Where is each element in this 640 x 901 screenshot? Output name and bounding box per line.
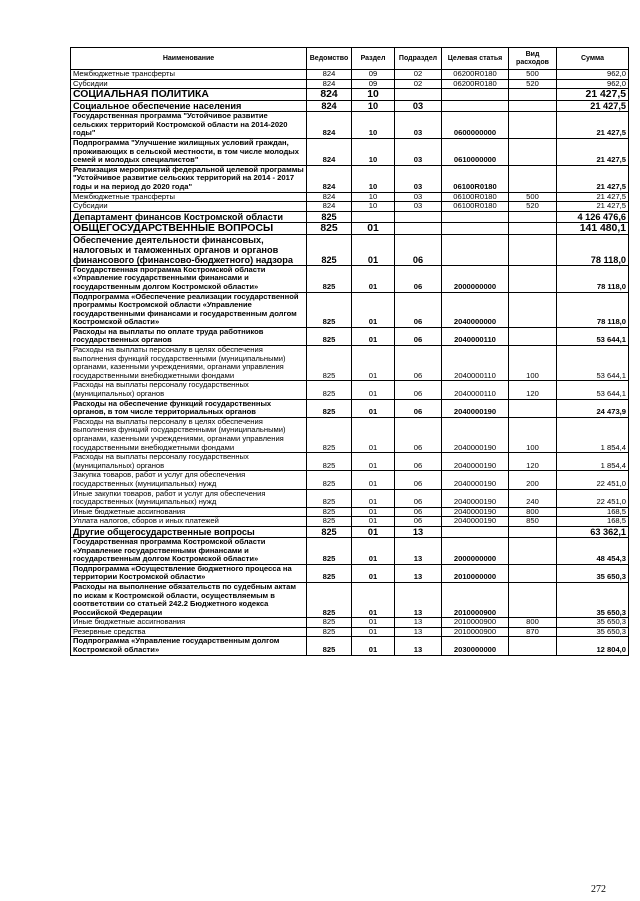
cell-expense-type: 120 — [509, 381, 557, 399]
cell-section: 01 — [352, 417, 395, 452]
cell-name: Расходы на обеспечение функций государственных органов, в том числе территориальных органов — [71, 399, 307, 417]
cell-name: Иные закупки товаров, работ и услуг для обеспечения государственных (муниципальных) нужд — [71, 489, 307, 507]
cell-name: Подпрограмма "Улучшение жилищных условий граждан, проживающих в сельской местности, в том числе молодых семей и молодых специалистов" — [71, 138, 307, 165]
cell-amount: 78 118,0 — [557, 292, 629, 327]
table-row — [71, 618, 629, 628]
cell-amount: 21 427,5 — [557, 112, 629, 139]
cell-target-article: 06100R0180 — [442, 165, 509, 192]
page-number: 272 — [591, 884, 606, 895]
table-row — [71, 471, 629, 489]
cell-section: 01 — [352, 627, 395, 637]
cell-amount: 12 804,0 — [557, 637, 629, 655]
cell-target-article: 2040000190 — [442, 507, 509, 517]
table-row — [71, 417, 629, 452]
cell-name: Расходы на выплаты персоналу государственных (муниципальных) органов — [71, 381, 307, 399]
table-row — [71, 453, 629, 471]
cell-department: 825 — [307, 381, 352, 399]
cell-amount: 141 480,1 — [557, 222, 629, 234]
cell-expense-type — [509, 101, 557, 112]
cell-name: Расходы на выплаты по оплате труда работников государственных органов — [71, 327, 307, 345]
cell-department: 824 — [307, 138, 352, 165]
cell-target-article: 2040000190 — [442, 417, 509, 452]
cell-target-article: 0600000000 — [442, 112, 509, 139]
table-row — [71, 165, 629, 192]
cell-subsection: 02 — [395, 70, 442, 80]
cell-target-article: 06100R0180 — [442, 202, 509, 212]
cell-name: Департамент финансов Костромской области — [71, 211, 307, 222]
cell-department: 825 — [307, 582, 352, 617]
table-row — [71, 138, 629, 165]
table-row — [71, 292, 629, 327]
table-row — [71, 537, 629, 564]
cell-amount: 21 427,5 — [557, 89, 629, 101]
cell-amount: 168,5 — [557, 517, 629, 527]
cell-subsection: 06 — [395, 346, 442, 381]
cell-section: 10 — [352, 138, 395, 165]
cell-name: Расходы на выплаты персоналу в целях обеспечения выполнения функций государственными (муниципальными) органами, казенными учреждениями, органами управления государственными внебюджетными фондами — [71, 346, 307, 381]
cell-target-article — [442, 211, 509, 222]
cell-expense-type: 520 — [509, 79, 557, 89]
cell-subsection: 06 — [395, 381, 442, 399]
cell-name: Иные бюджетные ассигнования — [71, 618, 307, 628]
cell-department: 825 — [307, 346, 352, 381]
cell-expense-type — [509, 327, 557, 345]
cell-target-article: 2000000000 — [442, 537, 509, 564]
cell-name: ОБЩЕГОСУДАРСТВЕННЫЕ ВОПРОСЫ — [71, 222, 307, 234]
table-row — [71, 627, 629, 637]
cell-section: 10 — [352, 202, 395, 212]
cell-target-article — [442, 222, 509, 234]
cell-name: СОЦИАЛЬНАЯ ПОЛИТИКА — [71, 89, 307, 101]
cell-amount: 21 427,5 — [557, 101, 629, 112]
cell-target-article: 2040000190 — [442, 471, 509, 489]
cell-target-article: 2040000110 — [442, 346, 509, 381]
cell-name: Подпрограмма «Обеспечение реализации государственной программы Костромской области «Управление государственными финансами и государственным долгом Костромской области» — [71, 292, 307, 327]
cell-name: Государственная программа Костромской области «Управление государственными финансами и государственным долгом Костромской области» — [71, 265, 307, 292]
cell-department: 825 — [307, 489, 352, 507]
cell-subsection: 06 — [395, 471, 442, 489]
cell-amount: 53 644,1 — [557, 346, 629, 381]
cell-department: 825 — [307, 417, 352, 452]
cell-expense-type — [509, 222, 557, 234]
cell-subsection: 06 — [395, 327, 442, 345]
cell-section: 09 — [352, 70, 395, 80]
cell-section: 01 — [352, 637, 395, 655]
cell-department: 824 — [307, 70, 352, 80]
cell-expense-type — [509, 89, 557, 101]
cell-subsection: 03 — [395, 112, 442, 139]
cell-amount: 962,0 — [557, 70, 629, 80]
cell-subsection: 13 — [395, 627, 442, 637]
cell-section: 01 — [352, 381, 395, 399]
cell-target-article: 2040000000 — [442, 292, 509, 327]
table-row — [71, 399, 629, 417]
cell-target-article: 06200R0180 — [442, 79, 509, 89]
cell-target-article: 2000000000 — [442, 265, 509, 292]
header-department: Ведомство — [307, 48, 352, 70]
cell-target-article — [442, 526, 509, 537]
cell-amount: 78 118,0 — [557, 265, 629, 292]
table-row — [71, 101, 629, 112]
header-subsection: Подраздел — [395, 48, 442, 70]
cell-subsection: 03 — [395, 101, 442, 112]
cell-subsection: 13 — [395, 582, 442, 617]
table-body — [71, 70, 629, 656]
table-row — [71, 582, 629, 617]
cell-target-article: 2010000900 — [442, 627, 509, 637]
cell-department: 824 — [307, 101, 352, 112]
cell-subsection: 06 — [395, 453, 442, 471]
cell-expense-type: 520 — [509, 202, 557, 212]
cell-section: 01 — [352, 517, 395, 527]
header-section: Раздел — [352, 48, 395, 70]
cell-department: 825 — [307, 471, 352, 489]
cell-section: 01 — [352, 222, 395, 234]
cell-section: 01 — [352, 507, 395, 517]
cell-name: Расходы на выполнение обязательств по судебным актам по искам к Костромской области, осуществляемым в соответствии со статьей 242.2 Бюджетного кодекса Российской Федерации — [71, 582, 307, 617]
table-row — [71, 346, 629, 381]
cell-expense-type — [509, 138, 557, 165]
cell-target-article: 0610000000 — [442, 138, 509, 165]
cell-subsection: 06 — [395, 517, 442, 527]
table-row — [71, 381, 629, 399]
cell-name: Резервные средства — [71, 627, 307, 637]
cell-section: 01 — [352, 526, 395, 537]
cell-expense-type — [509, 399, 557, 417]
cell-section: 09 — [352, 79, 395, 89]
cell-amount: 35 650,3 — [557, 564, 629, 582]
cell-amount: 962,0 — [557, 79, 629, 89]
cell-subsection: 03 — [395, 165, 442, 192]
cell-department: 824 — [307, 192, 352, 202]
budget-table-container — [70, 47, 629, 656]
cell-subsection: 03 — [395, 138, 442, 165]
cell-section: 01 — [352, 265, 395, 292]
cell-subsection: 06 — [395, 399, 442, 417]
cell-name: Другие общегосударственные вопросы — [71, 526, 307, 537]
cell-target-article — [442, 101, 509, 112]
cell-amount: 35 650,3 — [557, 582, 629, 617]
cell-section: 01 — [352, 618, 395, 628]
cell-expense-type: 500 — [509, 70, 557, 80]
cell-section: 01 — [352, 453, 395, 471]
cell-department: 825 — [307, 234, 352, 265]
cell-department: 824 — [307, 165, 352, 192]
cell-amount: 21 427,5 — [557, 192, 629, 202]
cell-amount: 53 644,1 — [557, 327, 629, 345]
cell-target-article — [442, 234, 509, 265]
cell-amount: 22 451,0 — [557, 471, 629, 489]
cell-department: 825 — [307, 507, 352, 517]
cell-subsection: 06 — [395, 489, 442, 507]
cell-subsection: 06 — [395, 234, 442, 265]
cell-expense-type: 120 — [509, 453, 557, 471]
cell-subsection: 13 — [395, 564, 442, 582]
budget-table — [70, 47, 629, 656]
cell-target-article: 2010000900 — [442, 582, 509, 617]
table-row — [71, 517, 629, 527]
cell-target-article: 2010000000 — [442, 564, 509, 582]
table-row — [71, 507, 629, 517]
cell-name: Расходы на выплаты персоналу государственных (муниципальных) органов — [71, 453, 307, 471]
cell-name: Обеспечение деятельности финансовых, налоговых и таможенных органов и органов финансового (финансово-бюджетного) надзора — [71, 234, 307, 265]
table-row — [71, 234, 629, 265]
cell-amount: 53 644,1 — [557, 381, 629, 399]
cell-subsection: 06 — [395, 265, 442, 292]
cell-expense-type — [509, 265, 557, 292]
cell-expense-type — [509, 165, 557, 192]
cell-department: 825 — [307, 265, 352, 292]
cell-name: Субсидии — [71, 79, 307, 89]
table-row — [71, 265, 629, 292]
cell-target-article: 2030000000 — [442, 637, 509, 655]
cell-expense-type: 100 — [509, 346, 557, 381]
cell-subsection — [395, 89, 442, 101]
cell-expense-type — [509, 637, 557, 655]
table-row — [71, 564, 629, 582]
header-amount: Сумма — [557, 48, 629, 70]
cell-name: Уплата налогов, сборов и иных платежей — [71, 517, 307, 527]
cell-section: 10 — [352, 89, 395, 101]
cell-section: 10 — [352, 112, 395, 139]
table-row — [71, 70, 629, 80]
cell-department: 825 — [307, 292, 352, 327]
cell-section: 01 — [352, 399, 395, 417]
table-row — [71, 489, 629, 507]
cell-subsection: 02 — [395, 79, 442, 89]
cell-department: 825 — [307, 222, 352, 234]
cell-expense-type: 100 — [509, 417, 557, 452]
cell-department: 825 — [307, 399, 352, 417]
cell-expense-type — [509, 292, 557, 327]
cell-section: 01 — [352, 234, 395, 265]
cell-amount: 63 362,1 — [557, 526, 629, 537]
cell-department: 825 — [307, 453, 352, 471]
cell-expense-type — [509, 526, 557, 537]
cell-department: 825 — [307, 517, 352, 527]
cell-expense-type — [509, 564, 557, 582]
cell-department: 825 — [307, 564, 352, 582]
cell-amount: 48 454,3 — [557, 537, 629, 564]
cell-amount: 1 854,4 — [557, 453, 629, 471]
cell-subsection: 03 — [395, 192, 442, 202]
cell-section: 01 — [352, 346, 395, 381]
cell-department: 825 — [307, 637, 352, 655]
cell-department: 824 — [307, 89, 352, 101]
cell-department: 824 — [307, 202, 352, 212]
cell-expense-type: 800 — [509, 618, 557, 628]
cell-name: Социальное обеспечение населения — [71, 101, 307, 112]
table-row — [71, 327, 629, 345]
cell-subsection: 06 — [395, 292, 442, 327]
cell-section: 10 — [352, 192, 395, 202]
cell-target-article: 06100R0180 — [442, 192, 509, 202]
cell-department: 825 — [307, 618, 352, 628]
cell-target-article — [442, 89, 509, 101]
cell-target-article: 2040000190 — [442, 453, 509, 471]
cell-amount: 21 427,5 — [557, 165, 629, 192]
cell-amount: 35 650,3 — [557, 627, 629, 637]
cell-name: Закупка товаров, работ и услуг для обеспечения государственных (муниципальных) нужд — [71, 471, 307, 489]
cell-expense-type: 800 — [509, 507, 557, 517]
table-row — [71, 202, 629, 212]
cell-department: 825 — [307, 627, 352, 637]
table-row — [71, 526, 629, 537]
cell-section: 01 — [352, 327, 395, 345]
cell-expense-type — [509, 112, 557, 139]
cell-name: Подпрограмма «Управление государственным долгом Костромской области» — [71, 637, 307, 655]
cell-name: Государственная программа "Устойчивое развитие сельских территорий Костромской области на 2014-2020 годы" — [71, 112, 307, 139]
cell-name: Межбюджетные трансферты — [71, 192, 307, 202]
cell-department: 824 — [307, 79, 352, 89]
cell-name: Субсидии — [71, 202, 307, 212]
cell-amount: 21 427,5 — [557, 202, 629, 212]
cell-subsection — [395, 222, 442, 234]
cell-section: 10 — [352, 101, 395, 112]
cell-expense-type: 850 — [509, 517, 557, 527]
cell-target-article: 2040000110 — [442, 381, 509, 399]
cell-section: 01 — [352, 582, 395, 617]
header-row — [71, 48, 629, 70]
cell-department: 825 — [307, 211, 352, 222]
cell-amount: 1 854,4 — [557, 417, 629, 452]
cell-amount: 22 451,0 — [557, 489, 629, 507]
header-expense-type: Вид расходов — [509, 48, 557, 70]
cell-expense-type: 200 — [509, 471, 557, 489]
table-row — [71, 79, 629, 89]
cell-target-article: 06200R0180 — [442, 70, 509, 80]
cell-subsection: 06 — [395, 507, 442, 517]
cell-name: Государственная программа Костромской области «Управление государственными финансами и государственным долгом Костромской области» — [71, 537, 307, 564]
cell-expense-type: 500 — [509, 192, 557, 202]
cell-amount: 4 126 476,6 — [557, 211, 629, 222]
cell-subsection: 13 — [395, 637, 442, 655]
cell-name: Иные бюджетные ассигнования — [71, 507, 307, 517]
table-row — [71, 192, 629, 202]
cell-department: 824 — [307, 112, 352, 139]
header-name: Наименование — [71, 48, 307, 70]
cell-expense-type — [509, 582, 557, 617]
cell-amount: 24 473,9 — [557, 399, 629, 417]
cell-subsection: 13 — [395, 537, 442, 564]
cell-subsection — [395, 211, 442, 222]
cell-expense-type: 240 — [509, 489, 557, 507]
cell-amount: 78 118,0 — [557, 234, 629, 265]
cell-amount: 21 427,5 — [557, 138, 629, 165]
cell-expense-type — [509, 537, 557, 564]
cell-subsection: 03 — [395, 202, 442, 212]
cell-target-article: 2040000190 — [442, 399, 509, 417]
cell-section: 01 — [352, 537, 395, 564]
table-row — [71, 211, 629, 222]
cell-section: 10 — [352, 165, 395, 192]
cell-name: Расходы на выплаты персоналу в целях обеспечения выполнения функций государственными (муниципальными) органами, казенными учреждениями, органами управления государственными внебюджетными фондами — [71, 417, 307, 452]
cell-section: 01 — [352, 564, 395, 582]
cell-section: 01 — [352, 489, 395, 507]
cell-amount: 168,5 — [557, 507, 629, 517]
cell-amount: 35 650,3 — [557, 618, 629, 628]
cell-expense-type — [509, 234, 557, 265]
cell-name: Межбюджетные трансферты — [71, 70, 307, 80]
cell-name: Реализация мероприятий федеральной целевой программы "Устойчивое развитие сельских территорий на 2014 - 2017 годы и на период до 2020 года" — [71, 165, 307, 192]
table-row — [71, 222, 629, 234]
cell-department: 825 — [307, 327, 352, 345]
cell-expense-type — [509, 211, 557, 222]
cell-target-article: 2040000110 — [442, 327, 509, 345]
cell-section — [352, 211, 395, 222]
cell-subsection: 13 — [395, 618, 442, 628]
table-row — [71, 637, 629, 655]
cell-name: Подпрограмма «Осуществление бюджетного процесса на территории Костромской области» — [71, 564, 307, 582]
cell-section: 01 — [352, 292, 395, 327]
cell-section: 01 — [352, 471, 395, 489]
cell-department: 825 — [307, 526, 352, 537]
table-row — [71, 89, 629, 101]
header-target-article: Целевая статья — [442, 48, 509, 70]
cell-subsection: 06 — [395, 417, 442, 452]
cell-target-article: 2040000190 — [442, 489, 509, 507]
table-row — [71, 112, 629, 139]
cell-target-article: 2010000900 — [442, 618, 509, 628]
cell-subsection: 13 — [395, 526, 442, 537]
cell-expense-type: 870 — [509, 627, 557, 637]
cell-department: 825 — [307, 537, 352, 564]
cell-target-article: 2040000190 — [442, 517, 509, 527]
